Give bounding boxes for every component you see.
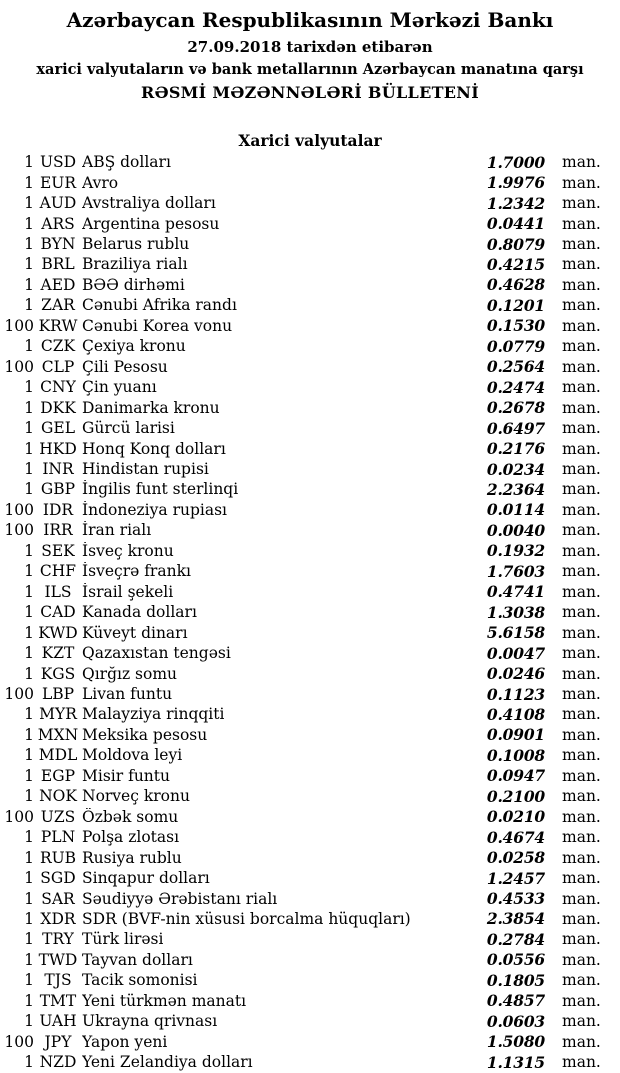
- currency-name: Tacik somonisi: [82, 971, 198, 990]
- currency-unit: man.: [562, 419, 601, 438]
- currency-unit: man.: [562, 848, 601, 867]
- currency-rate: 0.0779: [486, 336, 545, 356]
- currency-quantity: 1: [24, 337, 34, 356]
- currency-rate: 1.5080: [486, 1032, 545, 1052]
- currency-rate: 0.0258: [486, 848, 545, 868]
- currency-unit: man.: [562, 235, 601, 254]
- currency-unit: man.: [562, 378, 601, 397]
- currency-quantity: 1: [24, 889, 34, 908]
- currency-quantity: 1: [24, 664, 34, 683]
- currency-name: Cənubi Afrika randı: [82, 296, 237, 315]
- currency-quantity: 100: [4, 521, 34, 540]
- currency-quantity: 1: [24, 644, 34, 663]
- currency-code: PLN: [40, 828, 76, 847]
- currency-rate: 0.8079: [486, 234, 545, 254]
- currency-code: USD: [39, 153, 77, 172]
- currency-rate: 0.6497: [486, 418, 545, 438]
- currency-row: [0, 520, 607, 540]
- currency-name: Polşa zlotası: [82, 828, 180, 847]
- section-title-foreign-currencies: Xarici valyutalar: [238, 131, 382, 150]
- currency-name: Çin yuanı: [82, 378, 157, 397]
- currency-unit: man.: [562, 705, 601, 724]
- currency-code: TMT: [39, 991, 77, 1010]
- currency-code: ARS: [41, 214, 75, 233]
- currency-rate: 2.3854: [486, 909, 545, 929]
- currency-name: Braziliya rialı: [82, 255, 188, 274]
- currency-unit: man.: [562, 460, 601, 479]
- currency-unit: man.: [562, 828, 601, 847]
- currency-quantity: 1: [24, 705, 34, 724]
- currency-quantity: 100: [4, 685, 34, 703]
- currency-rate: 1.2342: [486, 193, 545, 213]
- currency-name: Gürcü larisi: [82, 419, 175, 438]
- currency-row: [0, 234, 607, 254]
- currency-code: CNY: [40, 378, 76, 397]
- currency-name: Avstraliya dolları: [82, 194, 216, 213]
- currency-row: [0, 827, 607, 847]
- currency-quantity: 1: [24, 991, 34, 1010]
- currency-rate: 0.4108: [486, 704, 545, 724]
- currency-rate: 0.4741: [486, 582, 545, 602]
- currency-row: [0, 868, 607, 888]
- currency-row: [0, 929, 607, 949]
- currency-unit: man.: [562, 930, 601, 949]
- currency-row: [0, 991, 607, 1011]
- currency-unit: man.: [562, 1053, 601, 1072]
- currency-quantity: 1: [24, 562, 34, 581]
- currency-name: ABŞ dolları: [82, 153, 171, 172]
- currency-code: NOK: [39, 787, 77, 806]
- currency-unit: man.: [562, 153, 601, 172]
- currency-unit: man.: [562, 746, 601, 765]
- currency-quantity: 1: [24, 603, 34, 622]
- currency-row: [0, 1011, 607, 1031]
- currency-unit: man.: [562, 480, 601, 499]
- currency-rate: 1.1315: [486, 1052, 545, 1072]
- currency-unit: man.: [562, 664, 601, 683]
- currency-code: LBP: [41, 685, 75, 703]
- currency-rate: 1.7603: [486, 561, 545, 581]
- currency-name: Qırğız somu: [82, 664, 178, 683]
- currency-code: TJS: [44, 971, 72, 990]
- currency-unit: man.: [562, 316, 601, 335]
- currency-name: Yeni türkmən manatı: [82, 991, 247, 1010]
- currency-quantity: 1: [24, 153, 34, 172]
- currency-row: [0, 909, 607, 929]
- currency-code: MDL: [38, 746, 78, 765]
- currency-code: TWD: [38, 950, 78, 969]
- currency-name: İran rialı: [82, 521, 152, 540]
- currency-name: Özbək somu: [82, 807, 179, 826]
- currency-name: BƏƏ dirhəmi: [82, 275, 185, 294]
- currency-quantity: 1: [24, 582, 34, 601]
- currency-row: [0, 847, 607, 867]
- currency-quantity: 100: [4, 807, 34, 826]
- currency-unit: man.: [562, 787, 601, 806]
- currency-code: SGD: [40, 869, 76, 888]
- currency-quantity: 1: [24, 746, 34, 765]
- currency-unit: man.: [562, 725, 601, 744]
- currency-rate: 0.4857: [486, 991, 545, 1011]
- currency-row: [0, 786, 607, 806]
- currency-row: [0, 561, 607, 581]
- currency-row: [0, 541, 607, 561]
- currency-quantity: 1: [24, 848, 34, 867]
- currency-quantity: 100: [4, 500, 34, 519]
- currency-quantity: 1: [24, 828, 34, 847]
- currency-row: [0, 172, 607, 192]
- currency-rate: 0.0234: [486, 459, 545, 479]
- currency-code: RUB: [39, 848, 77, 867]
- currency-unit: man.: [562, 357, 601, 376]
- currency-unit: man.: [562, 971, 601, 990]
- currency-row: [0, 582, 607, 602]
- currency-row: [0, 725, 607, 745]
- currency-unit: man.: [562, 194, 601, 213]
- currency-unit: man.: [562, 255, 601, 274]
- currency-rate: 1.7000: [486, 152, 545, 172]
- currency-row: [0, 377, 607, 397]
- currency-name: Malayziya rinqqiti: [82, 705, 225, 724]
- currency-code: KZT: [41, 644, 75, 663]
- currency-rate: 0.4674: [486, 827, 545, 847]
- currency-rate: 1.3038: [486, 602, 545, 622]
- currency-name: Danimarka kronu: [82, 398, 220, 417]
- currency-unit: man.: [562, 337, 601, 356]
- currency-rate: 0.4628: [486, 275, 545, 295]
- currency-row: [0, 622, 607, 642]
- currency-name: SDR (BVF-nin xüsusi borcalma hüquqları): [82, 909, 411, 928]
- currency-quantity: 100: [4, 316, 34, 335]
- currency-row: [0, 888, 607, 908]
- currency-name: Rusiya rublu: [82, 848, 182, 867]
- currency-unit: man.: [562, 991, 601, 1010]
- currency-unit: man.: [562, 582, 601, 601]
- currency-unit: man.: [562, 398, 601, 417]
- bulletin-title: RƏSMİ MƏZƏNNƏLƏRİ BÜLLETENİ: [140, 83, 480, 102]
- currency-unit: man.: [562, 214, 601, 233]
- currency-rate: 0.0901: [486, 725, 545, 745]
- currency-unit: man.: [562, 950, 601, 969]
- currency-name: Moldova leyi: [82, 746, 183, 765]
- currency-rate: 0.2564: [486, 357, 545, 377]
- currency-name: Səudiyyə Ərəbistanı rialı: [82, 889, 278, 908]
- bank-title: Azərbaycan Respublikasının Mərkəzi Bankı: [66, 8, 554, 32]
- currency-rate: 0.0210: [486, 807, 545, 827]
- currency-quantity: 1: [24, 869, 34, 888]
- currency-unit: man.: [562, 807, 601, 826]
- currency-row: [0, 254, 607, 274]
- currency-rate: 0.1932: [486, 541, 545, 561]
- currency-name: İndoneziya rupiası: [82, 500, 227, 519]
- currency-code: HKD: [39, 439, 77, 458]
- currency-quantity: 1: [24, 419, 34, 438]
- currency-quantity: 1: [24, 1053, 34, 1072]
- currency-name: Belarus rublu: [82, 235, 190, 254]
- currency-row: [0, 438, 607, 458]
- currency-quantity: 1: [24, 725, 34, 744]
- currency-unit: man.: [562, 521, 601, 540]
- currency-quantity: 1: [24, 787, 34, 806]
- currency-code: SAR: [41, 889, 75, 908]
- currency-row: [0, 397, 607, 417]
- currency-rate: 0.4533: [486, 889, 545, 909]
- currency-code: KRW: [38, 316, 78, 335]
- currency-code: ZAR: [41, 296, 75, 315]
- currency-rate: 0.2100: [486, 786, 545, 806]
- currency-code: JPY: [44, 1032, 72, 1051]
- currency-name: Honq Konq dolları: [82, 439, 226, 458]
- currency-name: İngilis funt sterlinqi: [82, 480, 239, 499]
- currency-rate: 1.2457: [486, 868, 545, 888]
- currency-rate: 0.0603: [486, 1011, 545, 1031]
- currency-name: Yapon yeni: [82, 1032, 168, 1051]
- currency-row: [0, 316, 607, 336]
- currency-code: UAH: [39, 1012, 77, 1031]
- currency-unit: man.: [562, 173, 601, 192]
- currency-rate: 0.1201: [486, 295, 545, 315]
- currency-name: Avro: [82, 173, 119, 192]
- currency-unit: man.: [562, 869, 601, 888]
- currency-rate: 0.0947: [486, 766, 545, 786]
- currency-unit: man.: [562, 1012, 601, 1031]
- currency-name: Cənubi Korea vonu: [82, 316, 233, 335]
- currency-code: KGS: [40, 664, 76, 683]
- currency-quantity: 1: [24, 623, 34, 642]
- currency-name: Yeni Zelandiya dolları: [82, 1053, 253, 1072]
- currency-row: [0, 950, 607, 970]
- currency-code: INR: [42, 460, 74, 479]
- currency-name: Kanada dolları: [82, 603, 197, 622]
- currency-rate: 0.2474: [486, 377, 545, 397]
- currency-row: [0, 663, 607, 683]
- currency-name: Ukrayna qrivnası: [82, 1012, 218, 1031]
- currency-unit: man.: [562, 439, 601, 458]
- currency-name: İsveçrə frankı: [82, 562, 191, 581]
- currency-rate: 2.2364: [486, 479, 545, 499]
- currency-name: İsveç kronu: [82, 541, 174, 560]
- currency-code: BYN: [40, 235, 76, 254]
- currency-row: [0, 152, 607, 172]
- currency-unit: man.: [562, 275, 601, 294]
- currency-code: UZS: [40, 807, 76, 826]
- currency-row: [0, 459, 607, 479]
- currency-code: BRL: [41, 255, 75, 274]
- currency-row: [0, 684, 607, 704]
- currency-rate: 0.0556: [486, 950, 545, 970]
- currency-quantity: 1: [24, 930, 34, 949]
- currency-name: Türk lirəsi: [82, 930, 164, 949]
- currency-code: DKK: [40, 398, 76, 417]
- currency-unit: man.: [562, 603, 601, 622]
- currency-row: [0, 643, 607, 663]
- currency-code: MXN: [37, 725, 79, 744]
- currency-quantity: 100: [4, 357, 34, 376]
- currency-name: Norveç kronu: [82, 787, 190, 806]
- currency-name: Argentina pesosu: [82, 214, 220, 233]
- currency-row: [0, 336, 607, 356]
- currency-rate: 0.1123: [486, 684, 545, 704]
- currency-rate: 0.1008: [486, 745, 545, 765]
- currency-code: CZK: [40, 337, 76, 356]
- currency-name: Çili Pesosu: [82, 357, 168, 376]
- currency-rate: 0.0246: [486, 664, 545, 684]
- currency-unit: man.: [562, 909, 601, 928]
- currency-quantity: 1: [24, 950, 34, 969]
- currency-unit: man.: [562, 889, 601, 908]
- currency-row: [0, 1031, 607, 1051]
- currency-row: [0, 193, 607, 213]
- currency-rate: 0.0114: [486, 500, 545, 520]
- currency-code: AUD: [39, 194, 77, 213]
- currency-row: [0, 807, 607, 827]
- currency-code: GEL: [41, 419, 75, 438]
- currency-row: [0, 213, 607, 233]
- currency-rate: 0.2784: [486, 929, 545, 949]
- currency-code: AED: [40, 275, 76, 294]
- currency-code: IRR: [43, 521, 73, 540]
- currency-name: İsrail şekeli: [82, 582, 174, 601]
- currency-quantity: 1: [24, 766, 34, 785]
- currency-unit: man.: [562, 644, 601, 663]
- currency-rate: 5.6158: [486, 623, 545, 643]
- currency-row: [0, 357, 607, 377]
- bulletin-subtitle: xarici valyutaların və bank metallarının Azərbaycan manatına qarşı: [36, 61, 584, 78]
- currency-code: TRY: [42, 930, 74, 949]
- currency-quantity: 1: [24, 439, 34, 458]
- currency-row: [0, 602, 607, 622]
- currency-name: Qazaxıstan tengəsi: [82, 644, 231, 663]
- currency-quantity: 1: [24, 194, 34, 213]
- currency-quantity: 1: [24, 460, 34, 479]
- currency-code: CLP: [41, 357, 75, 376]
- currency-quantity: 100: [4, 1032, 34, 1051]
- currency-rate: 0.0441: [486, 214, 545, 234]
- currency-unit: man.: [562, 541, 601, 560]
- currency-quantity: 1: [24, 398, 34, 417]
- currency-quantity: 1: [24, 214, 34, 233]
- currency-row: [0, 500, 607, 520]
- currency-row: [0, 295, 607, 315]
- currency-row: [0, 275, 607, 295]
- currency-code: KWD: [38, 623, 78, 642]
- currency-name: Misir funtu: [82, 766, 170, 785]
- currency-rate: 0.4215: [486, 254, 545, 274]
- currency-name: Livan funtu: [82, 685, 173, 703]
- effective-date-line: 27.09.2018 tarixdən etibarən: [187, 38, 433, 56]
- currency-rate: 0.0040: [486, 520, 545, 540]
- currency-rate: 0.1530: [486, 316, 545, 336]
- currency-code: EUR: [39, 173, 77, 192]
- currency-quantity: 1: [24, 296, 34, 315]
- currency-row: [0, 766, 607, 786]
- currency-code: EGP: [40, 766, 76, 785]
- currency-rate: 0.1805: [486, 970, 545, 990]
- currency-unit: man.: [562, 685, 601, 703]
- currency-name: Sinqapur dolları: [82, 869, 210, 888]
- currency-code: SEK: [41, 541, 75, 560]
- currency-code: CHF: [39, 562, 77, 581]
- currency-unit: man.: [562, 766, 601, 785]
- currency-code: NZD: [39, 1053, 77, 1072]
- currency-unit: man.: [562, 562, 601, 581]
- currency-code: XDR: [40, 909, 76, 928]
- currency-name: Küveyt dinarı: [82, 623, 188, 642]
- currency-code: CAD: [40, 603, 76, 622]
- currency-code: MYR: [39, 705, 77, 724]
- currency-name: Meksika pesosu: [82, 725, 208, 744]
- currency-row: [0, 745, 607, 765]
- currency-row: [0, 418, 607, 438]
- exchange-rates-table: [0, 152, 620, 1072]
- currency-unit: man.: [562, 500, 601, 519]
- currency-quantity: 1: [24, 480, 34, 499]
- currency-rate: 0.2678: [486, 398, 545, 418]
- currency-quantity: 1: [24, 378, 34, 397]
- currency-row: [0, 1052, 607, 1072]
- currency-code: ILS: [44, 582, 72, 601]
- currency-unit: man.: [562, 623, 601, 642]
- currency-name: Hindistan rupisi: [82, 460, 209, 479]
- currency-code: GBP: [40, 480, 76, 499]
- currency-rate: 0.0047: [486, 643, 545, 663]
- currency-name: Tayvan dolları: [82, 950, 193, 969]
- currency-quantity: 1: [24, 541, 34, 560]
- currency-unit: man.: [562, 1032, 601, 1051]
- currency-quantity: 1: [24, 971, 34, 990]
- currency-quantity: 1: [24, 275, 34, 294]
- currency-row: [0, 970, 607, 990]
- currency-quantity: 1: [24, 173, 34, 192]
- currency-row: [0, 479, 607, 499]
- currency-row: [0, 704, 607, 724]
- currency-quantity: 1: [24, 909, 34, 928]
- currency-rate: 1.9976: [486, 173, 545, 193]
- currency-name: Çexiya kronu: [82, 337, 186, 356]
- currency-unit: man.: [562, 296, 601, 315]
- currency-code: IDR: [42, 500, 74, 519]
- currency-rate: 0.2176: [486, 439, 545, 459]
- currency-quantity: 1: [24, 235, 34, 254]
- currency-quantity: 1: [24, 1012, 34, 1031]
- currency-quantity: 1: [24, 255, 34, 274]
